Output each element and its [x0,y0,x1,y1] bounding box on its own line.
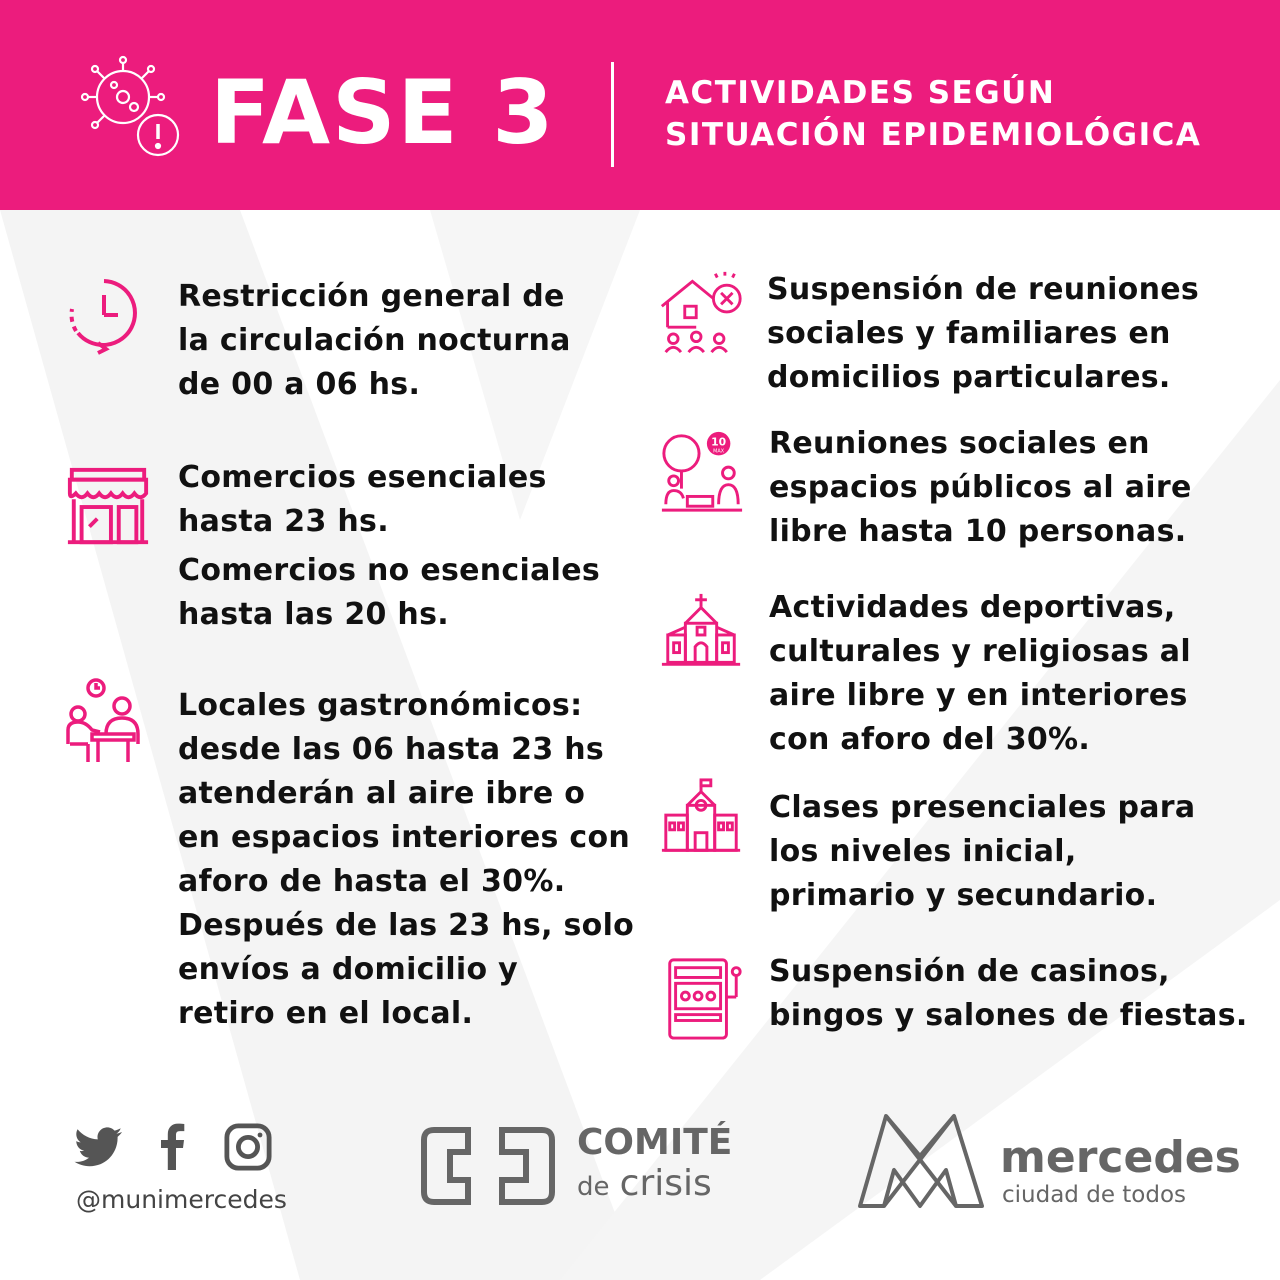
text-line: Suspensión de casinos, [769,954,1170,989]
text-line: aire libre y en interiores [769,678,1188,713]
subtitle-line: SITUACIÓN EPIDEMIOLÓGICA [665,117,1202,153]
clock-icon [64,275,144,355]
text-line: primario y secundario. [769,878,1158,913]
text-line: hasta las 20 hs. [178,597,449,632]
text-line: envíos a domicilio y [178,952,519,987]
text-line: Comercios no esenciales [178,553,601,588]
instagram-icon[interactable] [224,1123,272,1171]
comite-de: de [577,1172,610,1202]
text-line: Comercios esenciales [178,460,547,495]
text-line: en espacios interiores con [178,820,631,855]
subtitle-line: ACTIVIDADES SEGÚN [665,75,1056,111]
school-icon [658,776,746,864]
text-line: la circulación nocturna [178,323,571,358]
badge-label: MAX [713,448,725,455]
twitter-icon[interactable] [74,1127,124,1167]
text-line: culturales y religiosas al [769,634,1191,669]
page-title: FASE 3 [210,61,556,164]
text-line: libre hasta 10 personas. [769,514,1187,549]
text-line: los niveles inicial, [769,834,1077,869]
outdoor-gathering-icon [658,428,746,516]
text-line: Locales gastronómicos: [178,688,583,723]
text-line: hasta 23 hs. [178,504,389,539]
comite-crisis-logo-icon [418,1124,558,1208]
text-line: aforo de hasta el 30%. [178,864,566,899]
footer [0,1090,1280,1280]
church-icon [658,590,746,678]
text-line: espacios públicos al aire [769,470,1192,505]
comite-crisis: crisis [619,1163,712,1204]
storefront-icon [64,464,152,552]
text-line: domicilios particulares. [767,360,1171,395]
restaurant-icon [64,678,144,768]
header-banner [0,0,1280,210]
facebook-icon[interactable] [159,1122,185,1170]
text-line: Actividades deportivas, [769,590,1176,625]
text-line: con aforo del 30%. [769,722,1091,757]
text-line: Suspensión de reuniones [767,272,1200,307]
text-line: bingos y salones de fiestas. [769,998,1248,1033]
text-line: desde las 06 hasta 23 hs [178,732,605,767]
header-divider [611,62,614,167]
slot-machine-icon [658,954,746,1042]
badge-number: 10 [711,435,727,449]
virus-alert-icon [78,55,188,165]
mercedes-tagline: ciudad de todos [1002,1182,1187,1208]
comite-subtitle [577,1163,712,1205]
no-home-gathering-icon [658,268,744,354]
social-handle[interactable]: @munimercedes [76,1185,287,1214]
mercedes-logo-icon [856,1110,986,1210]
text-line: de 00 a 06 hs. [178,367,421,402]
text-line: sociales y familiares en [767,316,1171,351]
text-line: retiro en el local. [178,996,474,1031]
text-line: Clases presenciales para [769,790,1196,825]
text-line: Reuniones sociales en [769,426,1150,461]
text-line: Después de las 23 hs, solo [178,908,635,943]
text-line: atenderán al aire ibre o [178,776,586,811]
comite-title: COMITÉ [577,1122,733,1163]
text-line: Restricción general de [178,279,565,314]
header-subtitle [665,72,1201,156]
mercedes-name: mercedes [1000,1132,1241,1183]
